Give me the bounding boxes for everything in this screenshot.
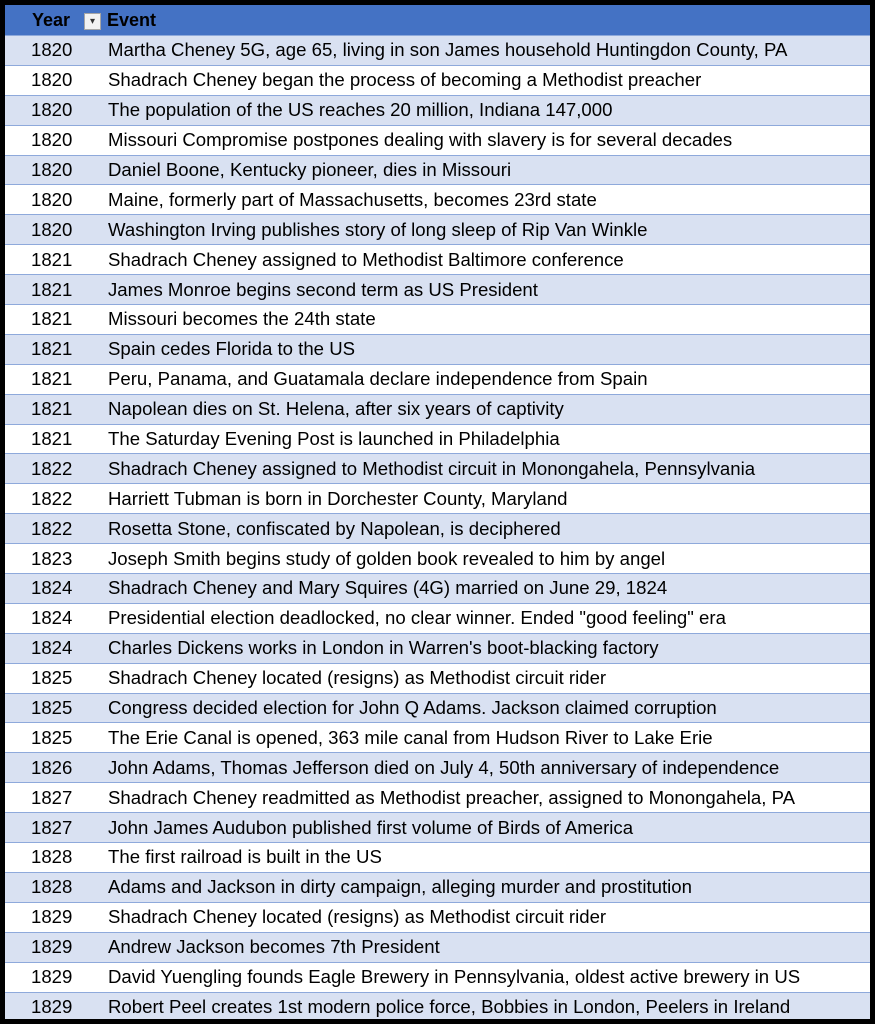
table-row[interactable] [5,993,870,1020]
year-cell: 1828 [31,876,73,898]
table-row[interactable] [5,185,870,215]
year-cell: 1822 [31,487,73,509]
event-cell: Joseph Smith begins study of golden book revealed to him by angel [108,547,666,569]
event-cell: Shadrach Cheney readmitted as Methodist preacher, assigned to Monongahela, PA [108,786,796,808]
table-row[interactable] [5,215,870,245]
year-cell: 1820 [31,99,73,121]
event-cell: Shadrach Cheney located (resigns) as Methodist circuit rider [108,667,607,689]
table-row[interactable] [5,275,870,305]
year-cell: 1821 [31,308,73,330]
year-cell: 1828 [31,846,73,868]
event-cell: The Erie Canal is opened, 363 mile canal from Hudson River to Lake Erie [108,726,713,748]
event-cell: Presidential election deadlocked, no clear winner. Ended "good feeling" era [108,607,726,629]
table-row[interactable] [5,454,870,484]
year-cell: 1820 [31,188,73,210]
year-cell: 1820 [31,159,73,180]
event-cell: Shadrach Cheney and Mary Squires (4G) married on June 29, 1824 [108,577,668,599]
event-cell: Congress decided election for John Q Adams. Jackson claimed corruption [108,697,717,719]
year-cell: 1821 [31,278,73,300]
event-cell: Charles Dickens works in London in Warren's boot-blacking factory [108,637,659,659]
table-row[interactable] [5,305,870,335]
year-cell: 1829 [31,936,73,958]
event-cell: Rosetta Stone, confiscated by Napolean, is deciphered [108,517,561,539]
year-cell: 1822 [31,457,73,479]
event-cell: John James Audubon published first volume of Birds of America [108,816,634,838]
table-row[interactable] [5,933,870,963]
year-cell: 1821 [31,428,73,450]
table-row[interactable] [5,753,870,783]
event-cell: Missouri Compromise postpones dealing with slavery is for several decades [108,129,733,151]
year-cell: 1820 [31,39,73,61]
year-cell: 1827 [31,816,73,838]
table-row[interactable] [5,574,870,604]
year-cell: 1829 [31,906,73,928]
event-cell: Shadrach Cheney began the process of becoming a Methodist preacher [108,69,702,91]
sort-filter-icon[interactable]: ▾ [84,13,101,30]
event-cell: Maine, formerly part of Massachusetts, becomes 23rd state [108,188,597,210]
table-row[interactable] [5,156,870,186]
event-cell: John Adams, Thomas Jefferson died on July 4, 50th anniversary of independence [108,756,780,778]
year-cell: 1824 [31,607,73,629]
event-cell: The population of the US reaches 20 million, Indiana 147,000 [108,99,613,121]
event-cell: Andrew Jackson becomes 7th President [108,936,440,958]
year-cell: 1821 [31,248,73,270]
year-cell: 1824 [31,637,73,659]
event-cell: Robert Peel creates 1st modern police force, Bobbies in London, Peelers in Ireland [108,995,791,1017]
event-cell: Shadrach Cheney assigned to Methodist Baltimore conference [108,248,624,270]
year-cell: 1827 [31,786,73,808]
table-row[interactable] [5,903,870,933]
table-row[interactable] [5,335,870,365]
event-cell: Shadrach Cheney assigned to Methodist circuit in Monongahela, Pennsylvania [108,457,756,479]
table-row[interactable] [5,484,870,514]
year-cell: 1826 [31,756,73,778]
year-cell: 1825 [31,726,73,748]
table-row[interactable] [5,245,870,275]
year-cell: 1824 [31,577,73,599]
event-cell: Adams and Jackson in dirty campaign, alleging murder and prostitution [108,876,692,898]
year-cell: 1823 [31,547,73,569]
table-row[interactable] [5,96,870,126]
event-cell: The first railroad is built in the US [108,846,382,868]
table-row[interactable] [5,963,870,993]
table-row[interactable] [5,126,870,156]
event-cell: Harriett Tubman is born in Dorchester County, Maryland [108,487,568,509]
table-row[interactable] [5,694,870,724]
table-header [5,5,870,36]
table-row[interactable] [5,604,870,634]
table-row[interactable] [5,425,870,455]
table-row[interactable] [5,544,870,574]
table-row[interactable] [5,873,870,903]
table-row[interactable] [5,723,870,753]
year-cell: 1822 [31,517,73,539]
year-cell: 1825 [31,667,73,689]
table-row[interactable] [5,36,870,66]
header-year-label: Year [32,9,71,30]
table-row[interactable] [5,813,870,843]
year-cell: 1820 [31,69,73,91]
year-cell: 1829 [31,995,73,1017]
event-cell: James Monroe begins second term as US President [108,278,538,300]
year-cell: 1829 [31,966,73,988]
table-body [5,36,870,1019]
event-cell: Napolean dies on St. Helena, after six years of captivity [108,398,564,420]
year-cell: 1821 [31,368,73,390]
event-cell: Washington Irving publishes story of long sleep of Rip Van Winkle [108,218,648,240]
event-cell: Missouri becomes the 24th state [108,308,376,330]
event-cell: Shadrach Cheney located (resigns) as Methodist circuit rider [108,906,607,928]
event-cell: Daniel Boone, Kentucky pioneer, dies in Missouri [108,159,512,180]
year-cell: 1821 [31,398,73,420]
table-row[interactable] [5,365,870,395]
year-cell: 1820 [31,129,73,151]
event-cell: The Saturday Evening Post is launched in Philadelphia [108,428,560,450]
year-cell: 1820 [31,218,73,240]
table-row[interactable] [5,514,870,544]
table-row[interactable] [5,66,870,96]
event-cell: Peru, Panama, and Guatamala declare independence from Spain [108,368,648,390]
header-event-cell[interactable] [101,10,156,31]
event-cell: Martha Cheney 5G, age 65, living in son James household Huntingdon County, PA [108,39,788,61]
year-cell: 1825 [31,697,73,719]
timeline-table [5,5,870,1019]
header-event-label: Event [107,9,157,30]
table-row[interactable] [5,664,870,694]
header-year-cell[interactable] [5,10,101,31]
event-cell: Spain cedes Florida to the US [108,338,356,360]
event-cell: David Yuengling founds Eagle Brewery in Pennsylvania, oldest active brewery in US [108,966,801,988]
table-row[interactable] [5,843,870,873]
year-cell: 1821 [31,338,73,360]
table-row[interactable] [5,395,870,425]
table-row[interactable] [5,783,870,813]
table-row[interactable] [5,634,870,664]
